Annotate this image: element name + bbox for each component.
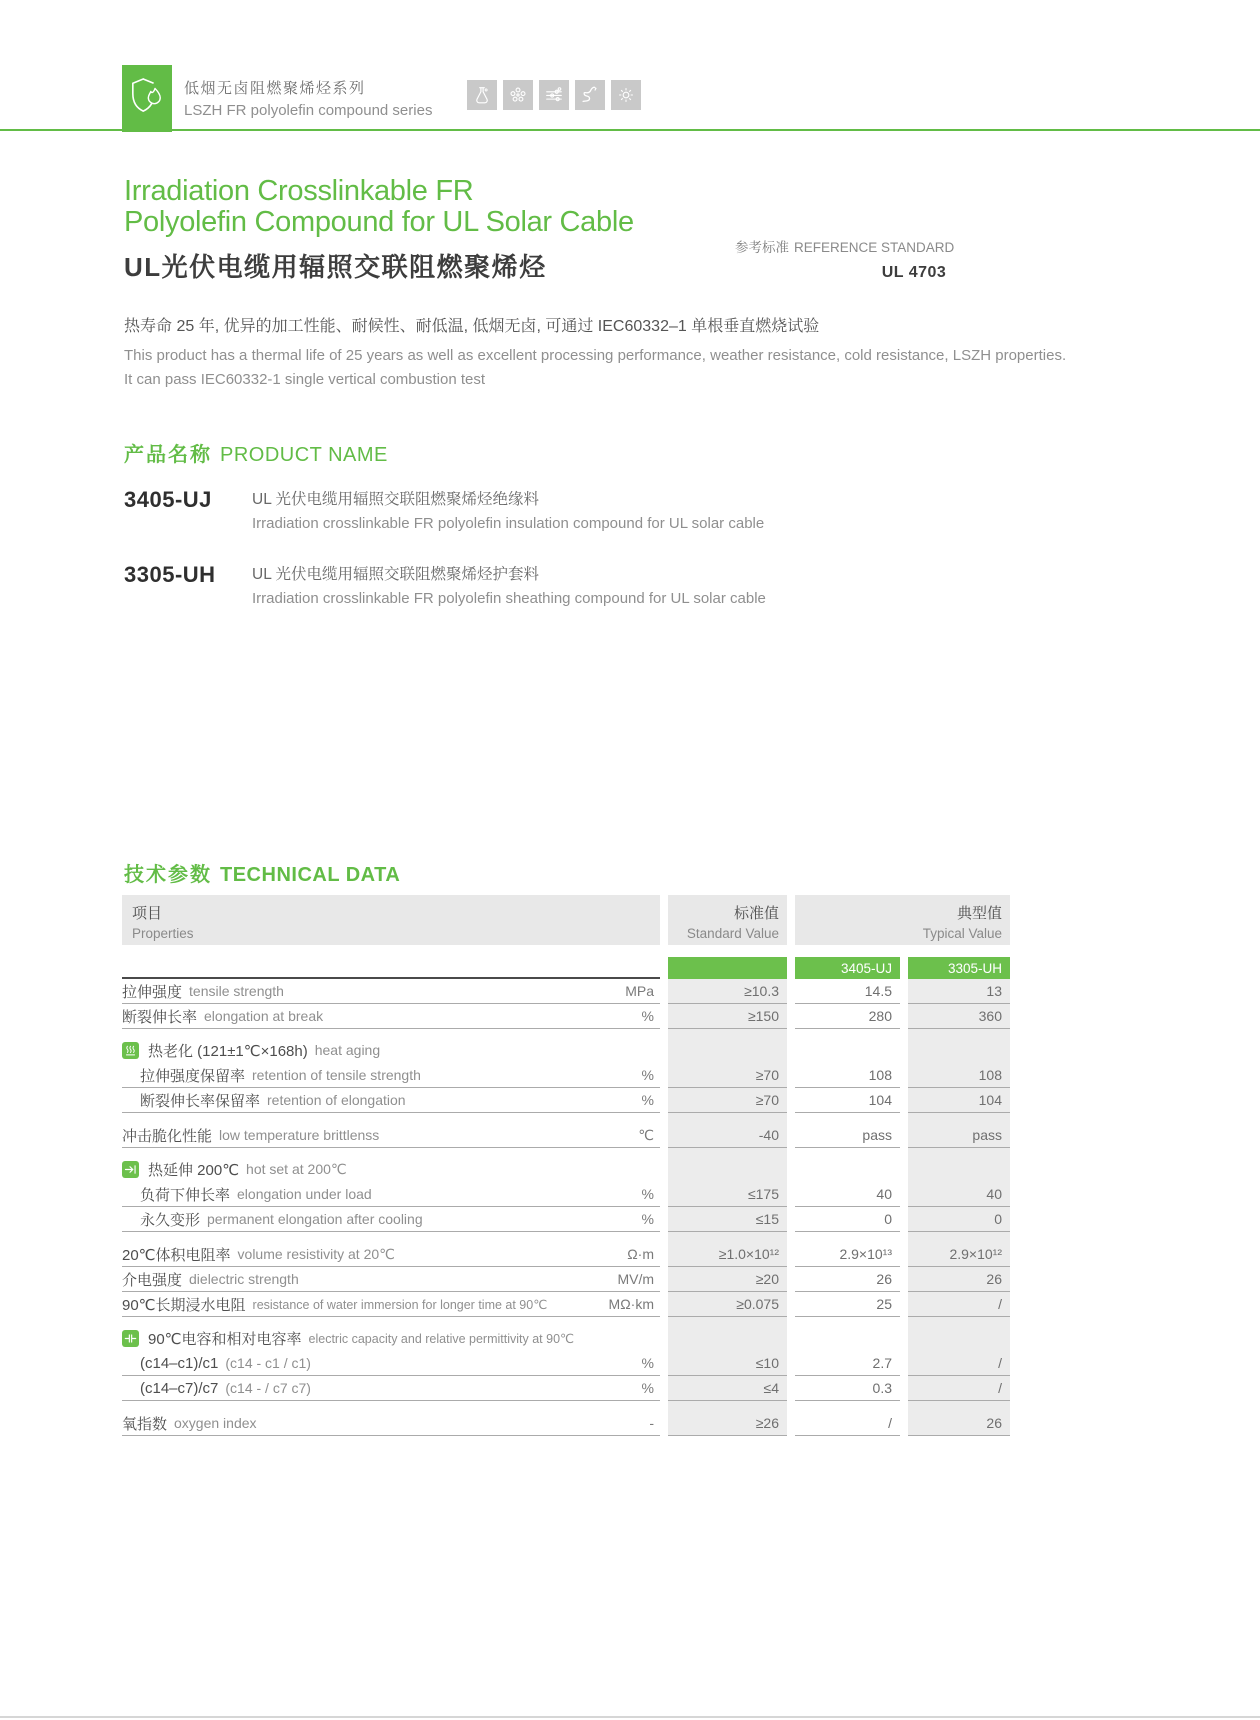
- typical-value-3305: /: [908, 1376, 1010, 1401]
- heat-icon: [122, 1042, 139, 1059]
- mixer-icon: [539, 80, 569, 110]
- typical-value-3405: 280: [795, 1004, 900, 1029]
- technical-heading-zh: 技术参数: [124, 864, 212, 886]
- typical-value-3305: 40: [908, 1182, 1010, 1207]
- hotset-icon: [122, 1161, 139, 1178]
- property-name-zh: 断裂伸长率: [122, 1008, 198, 1026]
- title-en-line1: Irradiation Crosslinkable FR: [124, 175, 474, 207]
- typical-value-3405: 14.5: [795, 979, 900, 1004]
- property-name-zh: 断裂伸长率保留率: [140, 1092, 261, 1110]
- table-row: [122, 1207, 1010, 1232]
- table-row: [122, 1242, 1010, 1267]
- property-name-en: low temperature brittlenss: [219, 1127, 380, 1143]
- product-code: 3405-UJ: [124, 487, 212, 512]
- group-title-zh: 热老化 (121±1℃×168h): [148, 1042, 308, 1060]
- typical-value-3405: 25: [795, 1292, 900, 1317]
- table-row: [122, 1182, 1010, 1207]
- unit-label: %: [641, 1380, 654, 1396]
- table-header: [122, 895, 1010, 945]
- standard-value: ≥10.3: [668, 979, 787, 1004]
- property-name-zh: 冲击脆化性能: [122, 1127, 213, 1145]
- shield-flame-icon: [130, 76, 164, 121]
- grade-cell-blank: [668, 957, 787, 979]
- product-desc-zh: UL 光伏电缆用辐照交联阻燃聚烯烃绝缘料: [252, 491, 540, 508]
- group-title-en: hot set at 200℃: [246, 1160, 347, 1177]
- property-name-en: (c14 - / c7 c7): [225, 1380, 311, 1396]
- property-name-en: oxygen index: [174, 1415, 257, 1431]
- typical-value-3405: 0.3: [795, 1376, 900, 1401]
- property-name-zh: 20℃体积电阻率: [122, 1246, 231, 1264]
- typical-value-3405: 2.7: [795, 1351, 900, 1376]
- table-group-row: [122, 1325, 1010, 1351]
- unit-label: MPa: [625, 983, 654, 999]
- property-name-zh: (c14–c7)/c7: [140, 1379, 219, 1397]
- table-row: [122, 1411, 1010, 1436]
- unit-label: %: [641, 1092, 654, 1108]
- typical-value-3305: pass: [908, 1123, 1010, 1148]
- series-caption: [184, 77, 432, 119]
- typical-value-3405: 2.9×10¹³: [795, 1242, 900, 1267]
- table-row: [122, 979, 1010, 1004]
- product-desc-en: Irradiation crosslinkable FR polyolefin insulation compound for UL solar cable: [252, 515, 765, 532]
- product-code: 3305-UH: [124, 562, 216, 587]
- typical-value-3305: 26: [908, 1411, 1010, 1436]
- table-row: [122, 1123, 1010, 1148]
- typical-value-3405: 0: [795, 1207, 900, 1232]
- technical-data-heading: [124, 858, 400, 887]
- brand-logo: [122, 65, 172, 132]
- grade-cell-3405: 3405-UJ: [795, 957, 900, 979]
- col-typical-en: Typical Value: [922, 926, 1002, 941]
- unit-label: %: [641, 1067, 654, 1083]
- standard-value: ≤10: [668, 1351, 787, 1376]
- grade-cell-3305: 3305-UH: [908, 957, 1010, 979]
- standard-value: ≥20: [668, 1267, 787, 1292]
- typical-value-3305: 108: [908, 1063, 1010, 1088]
- typical-value-3305: 0: [908, 1207, 1010, 1232]
- product-desc-zh: UL 光伏电缆用辐照交联阻燃聚烯烃护套料: [252, 566, 540, 583]
- molecule-icon: [503, 80, 533, 110]
- unit-label: ℃: [638, 1126, 654, 1143]
- group-title-zh: 90℃电容和相对电容率: [148, 1330, 302, 1348]
- grade-header-row: [122, 957, 1010, 979]
- table-row: [122, 1376, 1010, 1401]
- intro-paragraph: [124, 313, 1074, 392]
- standard-value: ≥0.075: [668, 1292, 787, 1317]
- product-name-heading-zh: 产品名称: [124, 444, 212, 466]
- property-name-en: retention of elongation: [267, 1092, 406, 1108]
- typical-value-3405: pass: [795, 1123, 900, 1148]
- property-name-zh: 拉伸强度保留率: [140, 1067, 246, 1085]
- gear-icon: [611, 80, 641, 110]
- table-group-row: [122, 1156, 1010, 1182]
- property-name-zh: (c14–c1)/c1: [140, 1354, 219, 1372]
- property-name-zh: 永久变形: [140, 1211, 201, 1229]
- technical-table-body: [122, 979, 1010, 1436]
- property-name-zh: 90℃长期浸水电阻: [122, 1296, 246, 1314]
- series-name-en: LSZH FR polyolefin compound series: [184, 102, 433, 119]
- product-name-heading: [124, 438, 388, 467]
- column-header-typical: [795, 895, 1010, 945]
- standard-value: ≥1.0×10¹²: [668, 1242, 787, 1267]
- reference-label-zh: 参考标准: [735, 240, 789, 255]
- product-list: [124, 487, 766, 637]
- typical-value-3305: 2.9×10¹²: [908, 1242, 1010, 1267]
- table-row: [122, 1292, 1010, 1317]
- reference-value: UL 4703: [881, 264, 947, 281]
- title-en-line2: Polyolefin Compound for UL Solar Cable: [124, 206, 634, 238]
- unit-label: %: [641, 1008, 654, 1024]
- table-row: [122, 1088, 1010, 1113]
- table-row: [122, 1004, 1010, 1029]
- standard-value: ≥70: [668, 1088, 787, 1113]
- standard-value: ≥150: [668, 1004, 787, 1029]
- unit-label: %: [641, 1211, 654, 1227]
- property-name-en: volume resistivity at 20℃: [237, 1245, 395, 1262]
- property-name-en: tensile strength: [189, 983, 284, 999]
- product-name-heading-en: PRODUCT NAME: [220, 444, 388, 466]
- property-name-zh: 氧指数: [122, 1415, 168, 1433]
- title-zh: UL光伏电缆用辐照交联阻燃聚烯烃: [124, 252, 547, 282]
- technical-heading-en: TECHNICAL DATA: [220, 864, 401, 886]
- property-name-en: permanent elongation after cooling: [207, 1211, 423, 1227]
- series-name-zh: 低烟无卤阻燃聚烯烃系列: [184, 80, 366, 97]
- typical-value-3405: 104: [795, 1088, 900, 1113]
- unit-label: Ω·m: [627, 1246, 654, 1262]
- standard-value: -40: [668, 1123, 787, 1148]
- property-name-en: elongation at break: [204, 1008, 324, 1024]
- page-bottom-rule: [0, 1716, 1260, 1718]
- col-typical-zh: 典型值: [956, 905, 1002, 922]
- reference-standard: [735, 236, 954, 282]
- technical-table: [122, 895, 1010, 1436]
- standard-value: ≥26: [668, 1411, 787, 1436]
- typical-value-3405: /: [795, 1411, 900, 1436]
- reference-label-en: REFERENCE STANDARD: [794, 240, 955, 255]
- group-title-en: heat aging: [314, 1042, 381, 1058]
- feature-icons: [467, 80, 641, 110]
- property-name-en: elongation under load: [237, 1186, 372, 1202]
- property-name-en: dielectric strength: [189, 1271, 299, 1287]
- standard-value: ≤175: [668, 1182, 787, 1207]
- product-item: [124, 562, 766, 607]
- table-row: [122, 1267, 1010, 1292]
- property-name-en: retention of tensile strength: [252, 1067, 421, 1083]
- col-properties-en: Properties: [132, 926, 194, 941]
- property-name-en: (c14 - c1 / c1): [225, 1355, 311, 1371]
- typical-value-3305: 360: [908, 1004, 1010, 1029]
- table-row: [122, 1063, 1010, 1088]
- standard-value: ≤15: [668, 1207, 787, 1232]
- page-title: [124, 176, 634, 284]
- property-name-zh: 拉伸强度: [122, 983, 183, 1001]
- table-row: [122, 1351, 1010, 1376]
- typical-value-3405: 40: [795, 1182, 900, 1207]
- column-header-properties: [122, 895, 660, 945]
- cable-icon: [575, 80, 605, 110]
- property-name-zh: 负荷下伸长率: [140, 1186, 231, 1204]
- unit-label: %: [641, 1186, 654, 1202]
- property-name-zh: 介电强度: [122, 1271, 183, 1289]
- unit-label: MV/m: [617, 1271, 654, 1287]
- column-header-standard: [668, 895, 787, 945]
- typical-value-3305: /: [908, 1351, 1010, 1376]
- header-rule: [0, 129, 1260, 131]
- unit-label: %: [641, 1355, 654, 1371]
- typical-value-3305: /: [908, 1292, 1010, 1317]
- col-standard-en: Standard Value: [686, 926, 779, 941]
- typical-value-3405: 108: [795, 1063, 900, 1088]
- unit-label: MΩ·km: [608, 1296, 654, 1312]
- product-item: [124, 487, 766, 532]
- col-properties-zh: 项目: [132, 905, 163, 922]
- col-standard-zh: 标准值: [733, 905, 779, 922]
- typical-value-3305: 13: [908, 979, 1010, 1004]
- standard-value: ≤4: [668, 1376, 787, 1401]
- property-name-en: resistance of water immersion for longer time at 90℃: [252, 1297, 548, 1312]
- group-title-zh: 热延伸 200℃: [148, 1161, 240, 1179]
- unit-label: -: [649, 1415, 654, 1431]
- technical-table-body-wrap: [122, 957, 1010, 1436]
- intro-zh: 热寿命 25 年, 优异的加工性能、耐候性、耐低温, 低烟无卤, 可通过 IEC60332–1 单根垂直燃烧试验: [124, 318, 820, 335]
- typical-value-3305: 26: [908, 1267, 1010, 1292]
- typical-value-3405: 26: [795, 1267, 900, 1292]
- standard-value: ≥70: [668, 1063, 787, 1088]
- capacitor-icon: [122, 1330, 139, 1347]
- group-title-en: electric capacity and relative permittivity at 90℃: [308, 1331, 575, 1346]
- product-desc-en: Irradiation crosslinkable FR polyolefin sheathing compound for UL solar cable: [252, 590, 766, 607]
- flask-icon: [467, 80, 497, 110]
- typical-value-3305: 104: [908, 1088, 1010, 1113]
- table-group-row: [122, 1037, 1010, 1063]
- intro-en: This product has a thermal life of 25 years as well as excellent processing performance, weather resistance, cold resistance, LSZH properties. It can pass IEC60332-1 single vertical combustion test: [124, 347, 1067, 388]
